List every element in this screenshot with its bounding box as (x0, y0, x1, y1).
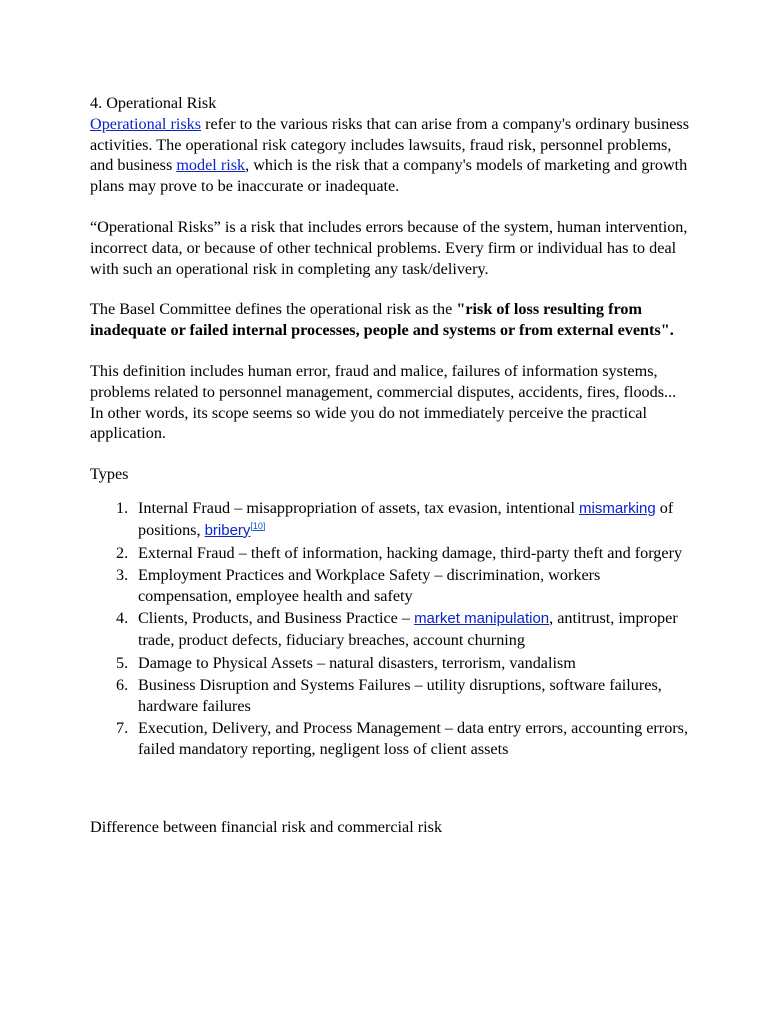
list-item-number: 2. (116, 544, 129, 563)
document-body (90, 93, 690, 837)
list-item-number: 7. (116, 718, 129, 737)
market-manipulation-link[interactable]: market manipulation (414, 610, 550, 628)
list-item (90, 498, 690, 542)
basel-quote: "risk of loss resulting from inadequate or failed internal processes, people and systems or from external events". (90, 300, 674, 340)
list-item-number: 6. (116, 675, 129, 694)
basel-text: The Basel Committee defines the operational risk as the (90, 300, 457, 319)
section-heading: 4. Operational Risk (90, 94, 217, 112)
list-item-text-mid: of positions, (138, 498, 674, 539)
list-item (90, 565, 690, 607)
list-item-text-rest: , antitrust, improper trade, product defects, fiduciary breaches, account churning (138, 609, 678, 650)
types-heading: Types (90, 465, 129, 484)
list-item (90, 653, 690, 674)
paragraph-basel (90, 299, 690, 341)
list-item-text: Employment Practices and Workplace Safety – discrimination, workers compensation, employee health and safety (138, 566, 601, 606)
list-item-number: 3. (116, 566, 129, 585)
paragraph-intro (90, 114, 690, 197)
list-item-text: Business Disruption and Systems Failures – utility disruptions, software failures, hardware failures (138, 675, 662, 715)
list-item (90, 543, 690, 564)
intro-text-1: refer to the various risks that can arise from a company's ordinary business activities. The operational risk category includes lawsuits, fraud risk, personnel problems, and business (90, 114, 689, 175)
list-item-text: External Fraud – theft of information, hacking damage, third-party theft and forgery (138, 544, 683, 563)
intro-text-2: , which is the risk that a company's models of marketing and growth plans may prove to be inaccurate or inadequate. (90, 156, 688, 196)
list-item (90, 608, 690, 651)
list-item-text: Execution, Delivery, and Process Management – data entry errors, accounting errors, failed mandatory reporting, negligent loss of client assets (138, 718, 689, 758)
list-item (90, 675, 690, 717)
list-item-text: Internal Fraud – misappropriation of assets, tax evasion, intentional (138, 498, 580, 517)
comparison-heading: Difference between financial risk and commercial risk (90, 817, 443, 836)
model-risk-link[interactable]: model risk (176, 156, 246, 175)
list-item-number: 1. (116, 498, 129, 517)
citation-ref-10[interactable]: [10] (250, 520, 266, 531)
list-item-text: Damage to Physical Assets – natural disasters, terrorism, vandalism (138, 653, 576, 672)
types-list (90, 498, 690, 760)
operational-risks-link[interactable]: Operational risks (90, 114, 202, 133)
paragraph-definition: “Operational Risks” is a risk that includes errors because of the system, human intervention, incorrect data, or because of other technical problems. Every firm or individual has to deal with such an operational risk in completing any task/delivery. (90, 217, 688, 278)
list-item-number: 4. (116, 609, 129, 628)
mismarking-link[interactable]: mismarking (579, 499, 656, 517)
list-item (90, 718, 690, 760)
list-item-number: 5. (116, 653, 129, 672)
paragraph-scope: This definition includes human error, fraud and malice, failures of information systems, problems related to personnel management, commercial disputes, accidents, fires, floods... In other words, its scope seems so wide you do not immediately perceive the practical application. (90, 361, 677, 443)
bribery-link[interactable]: bribery (204, 521, 251, 539)
list-item-text: Clients, Products, and Business Practice – (138, 609, 415, 628)
